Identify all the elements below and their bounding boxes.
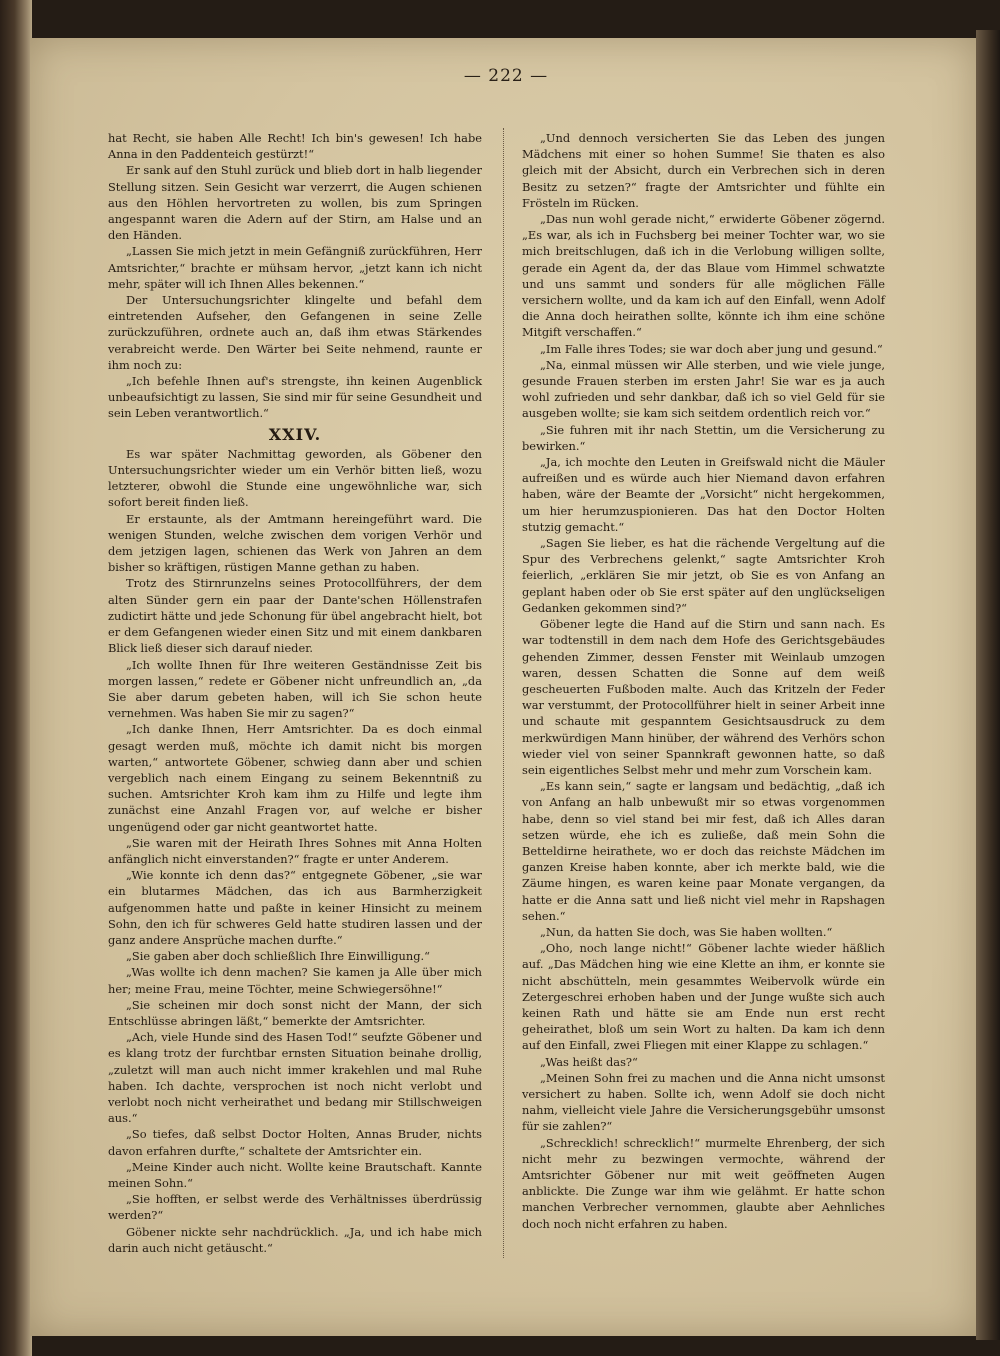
paragraph: „Wie konnte ich denn das?“ entgegnete Göbener, „sie war ein blutarmes Mädchen, das ich aus Barmherzigkeit aufgenommen hatte und paßte in keiner Hinsicht zu meinem Sohn, den ich für schweres Geld hatte studiren lassen und der ganz andere Ansprüche machen durfte.“ [108,868,482,947]
paragraph: Trotz des Stirnrunzelns seines Protocollführers, der dem alten Sünder gern ein paar der Dante'schen Höllenstrafen zudictirt hätte und jede Schonung für übel angebracht hielt, bot er dem Gefangenen wieder einen Sitz und mit einem dankbaren Blick ließ dieser sich darauf nieder. [108,576,482,656]
paragraph: hat Recht, sie haben Alle Recht! Ich bin's gewesen! Ich habe Anna in den Paddenteich gestürzt!“ [108,131,482,162]
right-column [522,130,885,1232]
paragraph: Göbener legte die Hand auf die Stirn und sann nach. Es war todtenstill in dem nach dem Hofe des Gerichtsgebäudes gehenden Zimmer, dessen Fenster mit Weinlaub umzogen waren, dessen Schatten die Sonne auf dem weiß gescheuerten Fußboden malte. Auch das Kritzeln der Feder war verstummt, der Protocollführer hielt in seiner Arbeit inne und schaute mit gespanntem Gesichtsausdruck zu dem merkwürdigen Mann hinüber, der während des Verhörs schon wieder viel von seiner Spannkraft gewonnen hatte, so daß sein eigentliches Selbst mehr und mehr zum Vorschein kam. [522,617,885,777]
paragraph: „Meinen Sohn frei zu machen und die Anna nicht umsonst versichert zu haben. Sollte ich, wenn Adolf sie doch nicht nahm, vielleicht viele Jahre die Versicherungsgebühr umsonst für sie zahlen?“ [522,1070,885,1134]
column-divider [503,128,504,1258]
paragraph: Göbener nickte sehr nachdrücklich. „Ja, und ich habe mich darin auch nicht getäuscht.“ [108,1224,482,1255]
page-edge [976,30,1000,1340]
chapter-heading: XXIV. [268,424,322,444]
paragraph: „Schrecklich! schrecklich!“ murmelte Ehrenberg, der sich nicht mehr zu bezwingen vermochte, während der Amtsrichter Göbener nur mit weit geöffneten Augen anblickte. Die Zunge war ihm wie gelähmt. Er hatte schon manchen Verbrecher vernommen, glaubte aber Aehnliches doch noch nicht erfahren zu haben. [522,1135,885,1231]
paragraph: „Nun, da hatten Sie doch, was Sie haben wollten.“ [540,924,833,939]
left-column [108,130,482,1256]
paragraph: Es war später Nachmittag geworden, als Göbener den Untersuchungsrichter wieder um ein Verhör bitten ließ, wozu letzterer, obwohl die Stunde eine ungewöhnliche war, sich sofort bereit finden ließ. [108,446,482,510]
paragraph: „Das nun wohl gerade nicht,“ erwiderte Göbener zögernd. „Es war, als ich in Fuchsberg bei meiner Tochter war, wo sie mich breitschlugen, daß ich in die Verlobung willigen sollte, gerade ein Agent da, der das Blaue vom Himmel schwatzte und uns sammt und sonders für alle möglichen Fälle versichern wollte, und da kam ich auf den Einfall, wenn Adolf die Anna doch heirathen sollte, könnte ich ihm eine schöne Mitgift verschaffen.“ [522,212,885,340]
paragraph: „Lassen Sie mich jetzt in mein Gefängniß zurückführen, Herr Amtsrichter,“ brachte er mühsam hervor, „jetzt kann ich nicht mehr, später will ich Ihnen Alles bekennen.“ [108,244,482,291]
paragraph: „Und dennoch versicherten Sie das Leben des jungen Mädchens mit einer so hohen Summe! Sie thaten es also gleich mit der Absicht, durch ein Verbrechen sich in deren Besitz zu setzen?“ fragte der Amtsrichter und fühlte ein Frösteln im Rücken. [522,131,885,210]
paragraph: „Sie waren mit der Heirath Ihres Sohnes mit Anna Holten anfänglich nicht einverstanden?“ fragte er unter Anderem. [108,835,482,866]
paragraph: „Im Falle ihres Todes; sie war doch aber jung und gesund.“ [540,341,883,356]
paragraph: „So tiefes, daß selbst Doctor Holten, Annas Bruder, nichts davon erfahren durfte,“ schaltete der Amtsrichter ein. [108,1127,482,1158]
paragraph: „Sie hofften, er selbst werde des Verhältnisses überdrüssig werden?“ [108,1192,482,1223]
paragraph: „Sagen Sie lieber, es hat die rächende Vergeltung auf die Spur des Verbrechens gelenkt,“ sagte Amtsrichter Kroh feierlich, „erklären Sie mir jetzt, ob Sie es von Anfang an geplant haben oder ob Sie erst später auf den unglückseligen Gedanken gekommen sind?“ [522,536,885,615]
paragraph: „Sie gaben aber doch schließlich Ihre Einwilligung.“ [126,949,430,964]
paragraph: „Na, einmal müssen wir Alle sterben, und wie viele junge, gesunde Frauen sterben im ersten Jahr! Sie war es ja auch wohl zufrieden und sehr dankbar, daß ich so viel Geld für sie ausgeben wollte; sie kam sich seitdem ordentlich reich vor.“ [522,357,885,421]
paragraph: „Ich danke Ihnen, Herr Amtsrichter. Da es doch einmal gesagt werden muß, möchte ich damit nicht bis morgen warten,“ antwortete Göbener, schwieg dann aber und schien vergeblich nach einem Eingang zu seinem Bekenntniß zu suchen. Amtsrichter Kroh kam ihm zu Hilfe und legte ihm zunächst eine Anzahl Fragen vor, auf welche er bisher ungenügend oder gar nicht geantwortet hatte. [108,722,482,834]
paragraph: „Ich wollte Ihnen für Ihre weiteren Geständnisse Zeit bis morgen lassen,“ redete er Göbener nicht unfreundlich an, „da Sie aber darum gebeten haben, will ich Sie schon heute vernehmen. Was haben Sie mir zu sagen?“ [108,657,482,721]
paragraph: „Ja, ich mochte den Leuten in Greifswald nicht die Mäuler aufreißen und es würde auch hier Niemand davon erfahren haben, wäre der Beamte der „Vorsicht“ nicht hergekommen, um hier herumzuspionieren. Das hat den Doctor Holten stutzig gemacht.“ [522,455,885,534]
paragraph: Er sank auf den Stuhl zurück und blieb dort in halb liegender Stellung sitzen. Sein Gesicht war verzerrt, die Augen schienen aus den Höhlen hervortreten zu wollen, bis zum Springen angespannt waren die Adern auf der Stirn, am Halse und an den Händen. [108,163,482,243]
paragraph: Er erstaunte, als der Amtmann hereingeführt ward. Die wenigen Stunden, welche zwischen dem vorigen Verhör und dem jetzigen lagen, schienen das Werk von Jahren an dem bisher so kräftigen, rüstigen Manne gethan zu haben. [108,511,482,575]
page-number: — 222 — [463,66,549,86]
paragraph: „Was wollte ich denn machen? Sie kamen ja Alle über mich her; meine Frau, meine Töchter, meine Schwiegersöhne!“ [108,965,482,996]
paragraph: „Ich befehle Ihnen auf's strengste, ihn keinen Augenblick unbeaufsichtigt zu lassen, Sie sind mir für seine Gesundheit und sein Leben verantwortlich.“ [108,374,482,421]
paragraph: „Es kann sein,“ sagte er langsam und bedächtig, „daß ich von Anfang an halb unbewußt mir so etwas vorgenommen habe, denn so viel stand bei mir fest, daß ich Alles daran setzen würde, ehe ich es zuließe, daß mein Sohn die Betteldirne heirathete, wo er doch das reichste Mädchen im ganzen Kreise haben konnte, aber ich merkte bald, wie die Zäume hingen, es waren keine paar Monate vergangen, da hatte er die Anna satt und ließ nicht viel mehr in Rapshagen sehen.“ [522,779,885,923]
paragraph: „Oho, noch lange nicht!“ Göbener lachte wieder häßlich auf. „Das Mädchen hing wie eine Klette an ihm, er konnte sie nicht abschütteln, mein gesammtes Weibervolk würde ein Zetergeschrei erhoben haben und der Junge wußte sich auch keinen Rath und hätte sie am Ende nun erst recht geheirathet, bloß um sein Wort zu halten. Da kam ich denn auf den Einfall, zwei Fliegen mit einer Klappe zu schlagen.“ [522,941,885,1053]
paragraph: Der Untersuchungsrichter klingelte und befahl dem eintretenden Aufseher, den Gefangenen in seine Zelle zurückzuführen, ordnete auch an, daß ihm etwas Stärkendes verabreicht werde. Den Wärter bei Seite nehmend, raunte er ihm noch zu: [108,293,482,372]
book-binding [0,0,32,1356]
paragraph: „Was heißt das?“ [540,1054,638,1069]
paragraph: „Ach, viele Hunde sind des Hasen Tod!“ seufzte Göbener und es klang trotz der furchtbar ernsten Situation beinahe drollig, „zuletzt will man auch nicht immer krakehlen und mal Ruhe haben. Ich dachte, versprochen ist noch nicht verlobt und verlobt noch nicht verheirathet und bedang mir Stillschweigen aus.“ [108,1030,482,1126]
paragraph: „Sie scheinen mir doch sonst nicht der Mann, der sich Entschlüsse abringen läßt,“ bemerkte der Amtsrichter. [108,997,482,1028]
paragraph: „Meine Kinder auch nicht. Wollte keine Brautschaft. Kannte meinen Sohn.“ [108,1159,482,1190]
paragraph: „Sie fuhren mit ihr nach Stettin, um die Versicherung zu bewirken.“ [522,422,885,453]
